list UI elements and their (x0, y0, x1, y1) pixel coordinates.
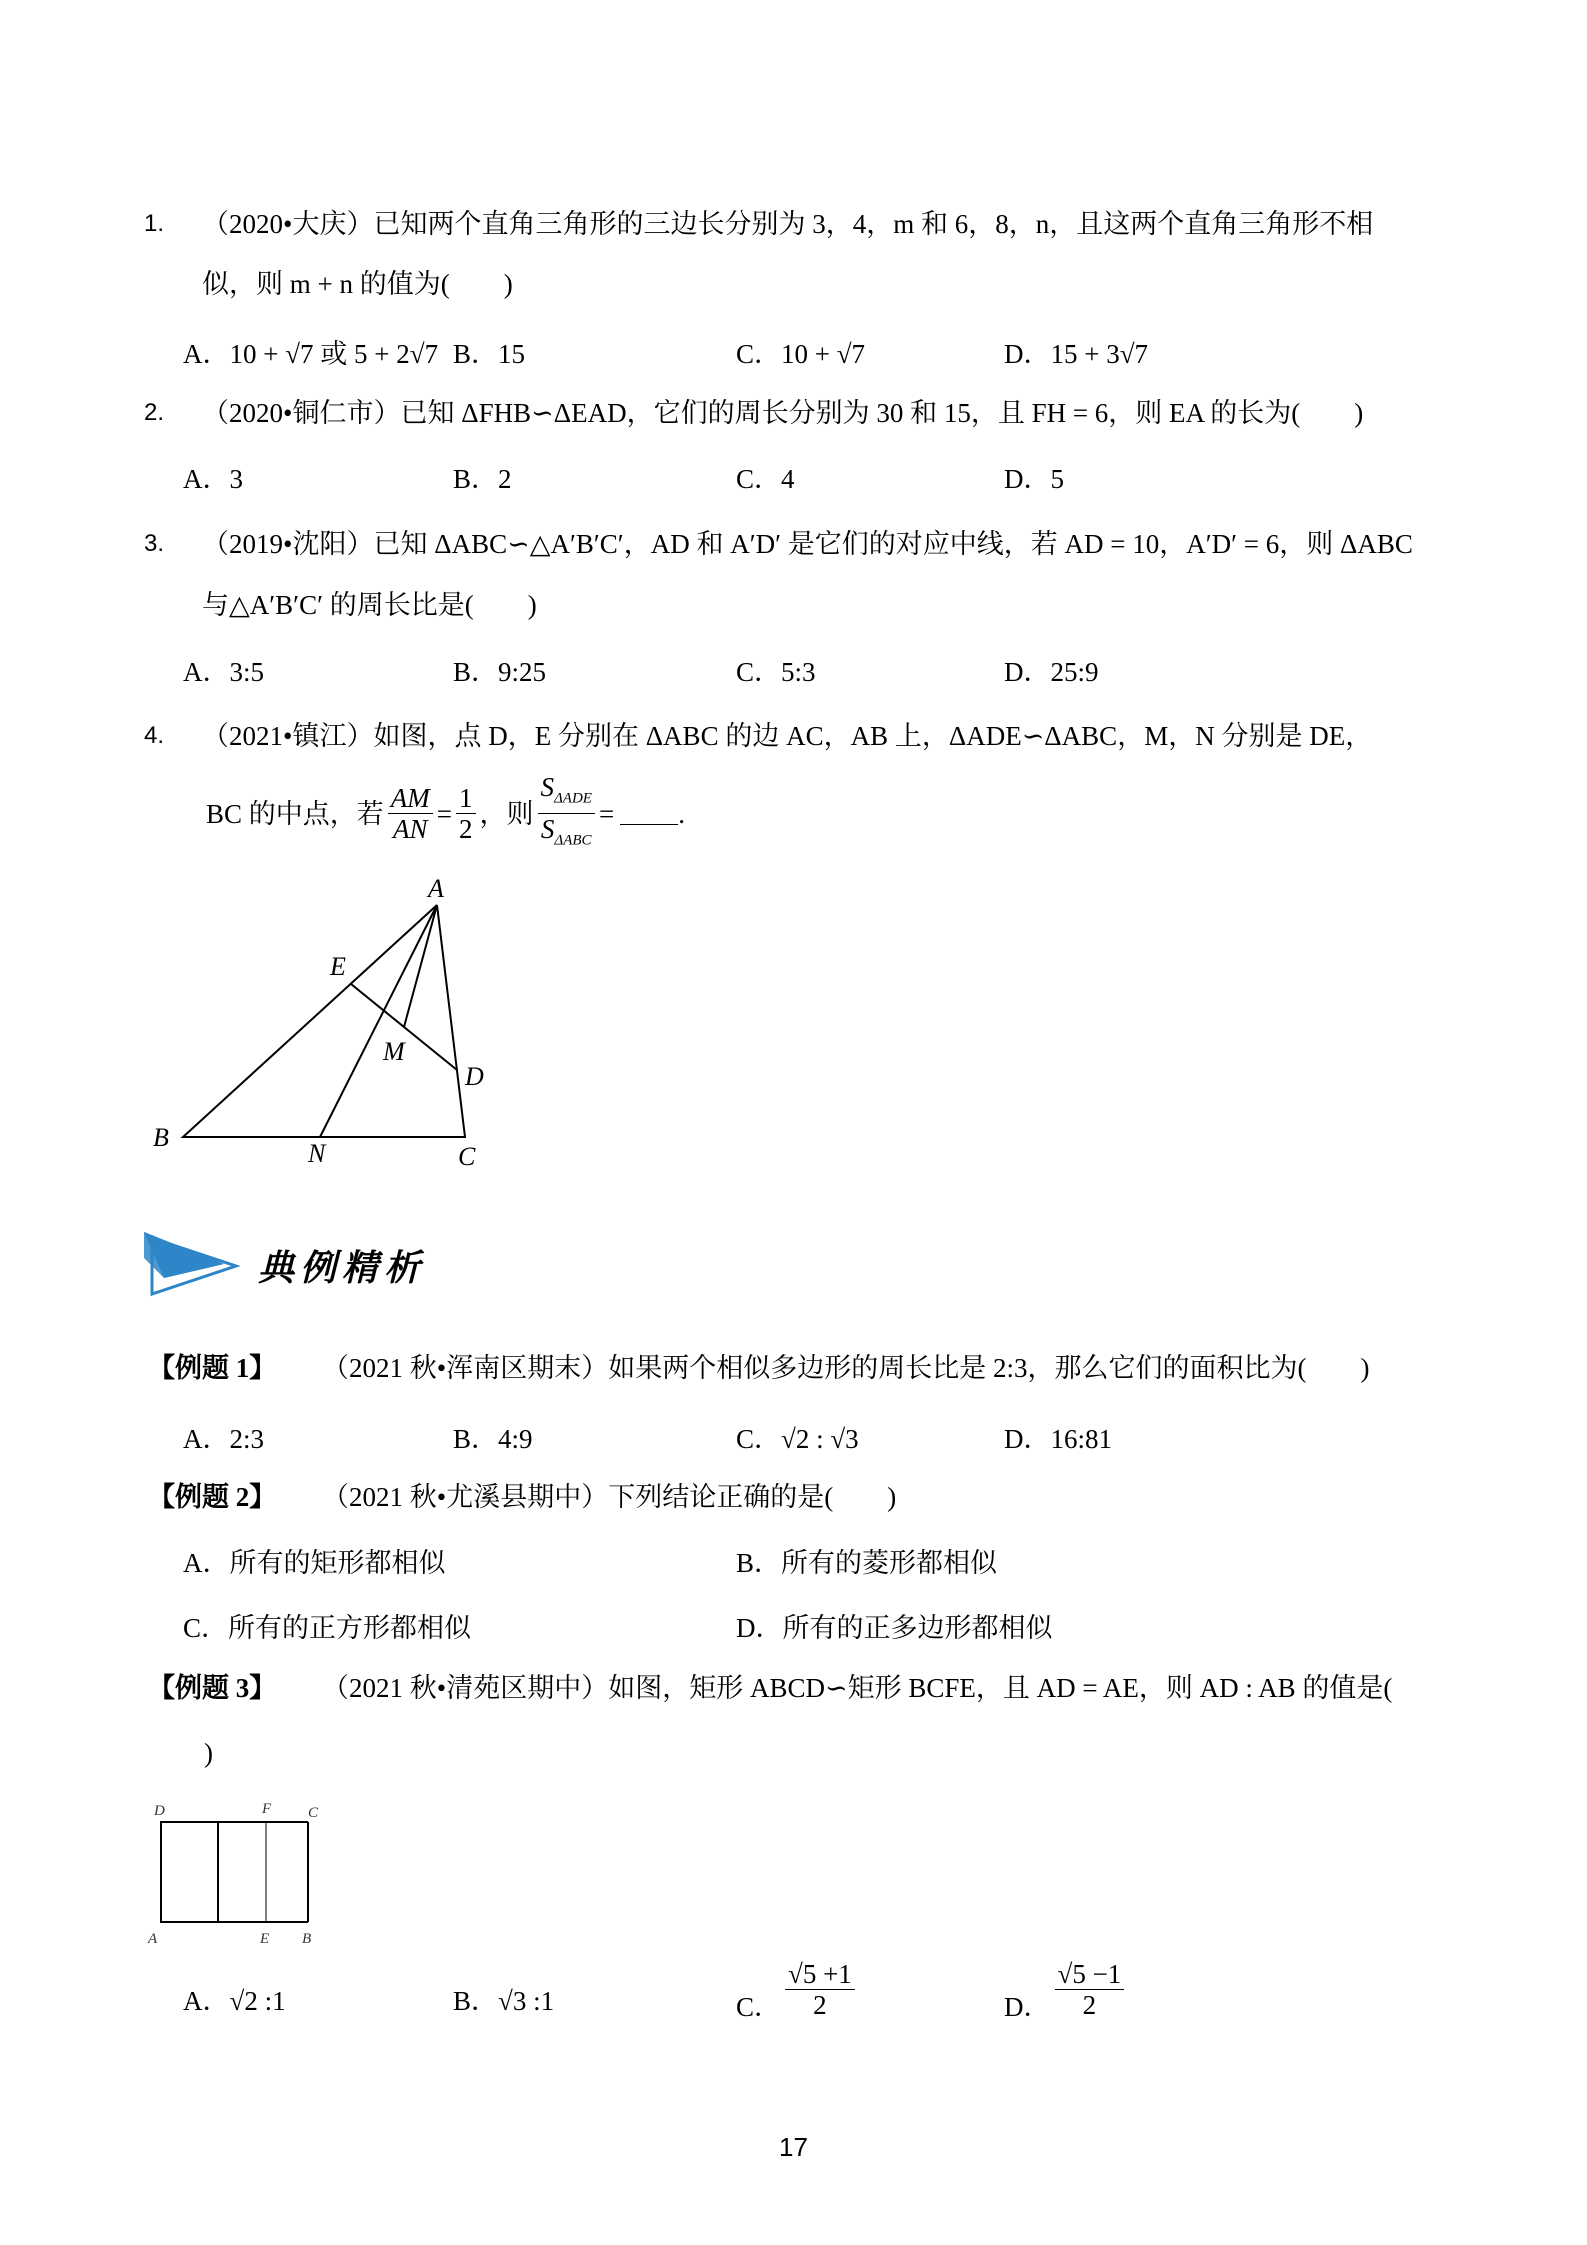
option-d: D．15 + 3√7 (1004, 339, 1149, 369)
equals: = (436, 798, 452, 829)
question-3-text: （2019•沈阳）已知 ΔABC∽△A′B′C′，AD 和 A′D′ 是它们的对应中线，若 AD = 10，A′D′ = 6，则 ΔABC (202, 529, 1413, 559)
label-f: F (262, 1801, 272, 1817)
option-b: B．所有的菱形都相似 (736, 1548, 998, 1578)
option-b: B．4:9 (453, 1424, 533, 1454)
triangle-abc (183, 905, 465, 1137)
example-tag: 【例题 1】 (148, 1353, 277, 1383)
equals: = (598, 798, 615, 829)
label-b: B (302, 1931, 312, 1947)
example-3-text: （2021 秋•清苑区期中）如图，矩形 ABCD∽矩形 BCFE，且 AD = AE，则 AD : AB 的值是( (322, 1673, 1393, 1703)
rectangle-abcd (161, 1822, 218, 1922)
s: S (540, 814, 555, 845)
denominator (541, 814, 592, 855)
option-d: D．16:81 (1004, 1424, 1112, 1454)
option-a: A．3:5 (183, 657, 264, 687)
denominator: 2 (459, 814, 473, 845)
question-1-text-cont: 似，则 m + n 的值为( ) (202, 269, 513, 299)
option-b (453, 1984, 554, 2018)
segment-am (404, 905, 437, 1027)
option-value: √3 :1 (498, 1986, 555, 2016)
option-value: √2 :1 (229, 1986, 286, 2016)
option-c: C．所有的正方形都相似 (183, 1613, 472, 1643)
denominator: 2 (813, 1990, 827, 2020)
numerator: √5 −1 (1055, 1959, 1125, 1990)
option-label: B． (453, 1986, 499, 2016)
rectangle-figure (140, 1795, 340, 1955)
label-d: D (465, 1062, 484, 1091)
denominator: AN (393, 814, 428, 845)
segment-an (320, 905, 437, 1137)
example-tag: 【例题 2】 (148, 1482, 277, 1512)
answer-blank[interactable] (620, 802, 678, 825)
numerator: √5 +1 (785, 1959, 855, 1990)
subscript: ΔADE (554, 790, 592, 807)
option-c: C．5:3 (736, 657, 816, 687)
option-a: A．10 + √7 或 5 + 2√7 (183, 339, 439, 369)
fraction (1055, 1959, 1125, 2020)
question-number: 4. (144, 722, 165, 749)
label-e: E (260, 1931, 270, 1947)
option-d: D．所有的正多边形都相似 (736, 1613, 1053, 1643)
question-4-text: （2021•镇江）如图，点 D，E 分别在 ΔABC 的边 AC，AB 上，ΔADE∽ΔABC，M，N 分别是 DE， (202, 721, 1373, 751)
numerator (538, 772, 595, 814)
option-c: C．10 + √7 (736, 339, 866, 369)
question-number: 1. (144, 210, 165, 237)
subscript: ΔABC (554, 832, 592, 849)
label-n: N (308, 1139, 326, 1168)
example-tag: 【例题 3】 (148, 1673, 277, 1703)
example-3-text-cont: ) (204, 1738, 213, 1768)
page-number: 17 (779, 2132, 808, 2162)
option-label: D． (1004, 1992, 1051, 2022)
option-c: C．4 (736, 464, 795, 494)
question-number: 3. (144, 530, 165, 557)
label-a: A (428, 874, 444, 903)
text: ，则 (479, 798, 534, 829)
label-a: A (148, 1931, 158, 1947)
option-c: C．√2 : √3 (736, 1424, 859, 1454)
option-d (1004, 1955, 1128, 2024)
option-label: C． (736, 1992, 782, 2022)
option-a: A．3 (183, 464, 243, 494)
s: S (540, 772, 554, 802)
option-b: B．15 (453, 339, 526, 369)
numerator: AM (388, 783, 433, 814)
option-b: B．2 (453, 464, 512, 494)
option-a (183, 1984, 286, 2018)
fraction (785, 1959, 855, 2020)
example-1-text: （2021 秋•浑南区期末）如果两个相似多边形的周长比是 2:3，那么它们的面积比为( ) (322, 1353, 1370, 1383)
label-c: C (458, 1142, 476, 1171)
question-number: 2. (144, 399, 165, 426)
label-m: M (383, 1037, 405, 1066)
option-d: D．25:9 (1004, 657, 1099, 687)
denominator: 2 (1082, 1990, 1097, 2020)
label-e: E (330, 952, 346, 981)
question-2-text: （2020•铜仁市）已知 ΔFHB∽ΔEAD，它们的周长分别为 30 和 15，且 FH = 6，则 EA 的长为( ) (202, 398, 1364, 428)
play-arrow-icon (140, 1228, 240, 1300)
section-title: 典例精析 (258, 1248, 427, 1289)
label-c: C (308, 1805, 319, 1821)
question-3-text-cont: 与△A′B′C′ 的周长比是( ) (202, 590, 537, 620)
triangle-figure (140, 870, 520, 1180)
option-a: A．所有的矩形都相似 (183, 1548, 446, 1578)
example-2-text: （2021 秋•尤溪县期中）下列结论正确的是( ) (322, 1482, 897, 1512)
label-d: D (154, 1803, 165, 1819)
option-label: A． (183, 1986, 230, 2016)
fraction-area-ratio (538, 772, 595, 856)
option-a: A．2:3 (183, 1424, 264, 1454)
question-4-formula (206, 772, 685, 856)
option-b: B．9:25 (453, 657, 547, 687)
numerator: 1 (456, 783, 476, 814)
question-1-text: （2020•大庆）已知两个直角三角形的三边长分别为 3，4，m 和 6，8，n，且这两个直角三角形不相 (202, 209, 1374, 239)
fraction-am-an (388, 783, 433, 844)
fraction-half (456, 783, 476, 844)
period: . (678, 798, 685, 829)
option-c (736, 1955, 859, 2024)
text: BC 的中点，若 (206, 798, 384, 829)
option-d: D．5 (1004, 464, 1064, 494)
label-b: B (153, 1123, 169, 1152)
